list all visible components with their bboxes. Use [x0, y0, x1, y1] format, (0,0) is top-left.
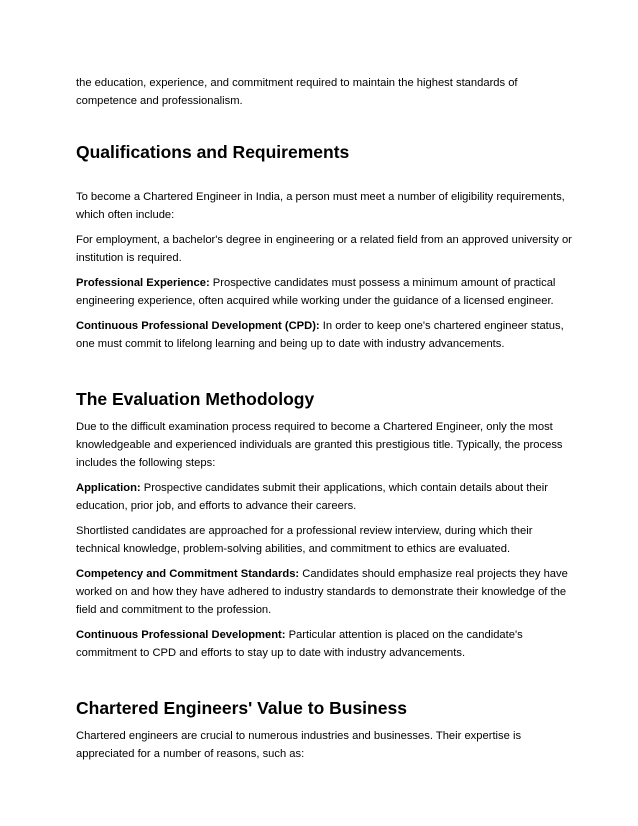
evaluation-paragraph-3: Shortlisted candidates are approached for a professional review interview, during which their technical knowledge, problem-solving abilities, and commitment to ethics are evaluated.: [76, 525, 533, 555]
evaluation-paragraph-4: [76, 565, 576, 619]
paragraph-text: In order to keep one's chartered engineer status, one must commit to lifelong learning and being up to date with industry advancements.: [76, 320, 564, 350]
bold-label-competency: Competency and Commitment Standards:: [76, 568, 300, 580]
qualifications-paragraph-3: [76, 274, 576, 310]
paragraph-text: Prospective candidates must possess a minimum amount of practical engineering experience, often acquired while working under the guidance of a licensed engineer.: [76, 277, 556, 307]
paragraph-text: Particular attention is placed on the candidate's commitment to CPD and efforts to stay up to date with industry advancements.: [76, 629, 523, 659]
value-paragraph-1: Chartered engineers are crucial to numerous industries and businesses. Their expertise is appreciated for a number of reasons, such as:: [76, 730, 522, 760]
qualifications-paragraph-2: For employment, a bachelor's degree in engineering or a related field from an approved university or institution is required.: [76, 234, 572, 264]
paragraph-text: Candidates should emphasize real projects they have worked on and how they have adhered to industry standards to demonstrate their knowledge of the field and commitment to the profession.: [76, 568, 568, 616]
heading-value-to-business: Chartered Engineers' Value to Business: [76, 698, 407, 718]
intro-paragraph: the education, experience, and commitment required to maintain the highest standards of competence and professionalism.: [76, 77, 518, 107]
heading-qualifications: Qualifications and Requirements: [76, 142, 350, 162]
bold-label-cpd: Continuous Professional Development (CPD):: [76, 320, 320, 332]
heading-evaluation: The Evaluation Methodology: [76, 389, 315, 409]
evaluation-paragraph-5: [76, 626, 576, 662]
bold-label-continuous-development: Continuous Professional Development:: [76, 629, 286, 641]
bold-label-professional-experience: Professional Experience:: [76, 277, 210, 289]
document-body: [76, 74, 576, 770]
evaluation-paragraph-2: [76, 479, 576, 515]
evaluation-paragraph-1: Due to the difficult examination process required to become a Chartered Engineer, only the most knowledgeable and experienced individuals are granted this prestigious title. Typically, the process includes the following steps:: [76, 421, 563, 469]
qualifications-paragraph-4: [76, 317, 576, 353]
qualifications-paragraph-1: To become a Chartered Engineer in India, a person must meet a number of eligibility requirements, which often include:: [76, 191, 565, 221]
bold-label-application: Application:: [76, 482, 141, 494]
paragraph-text: Prospective candidates submit their applications, which contain details about their education, prior job, and efforts to advance their careers.: [76, 482, 548, 512]
